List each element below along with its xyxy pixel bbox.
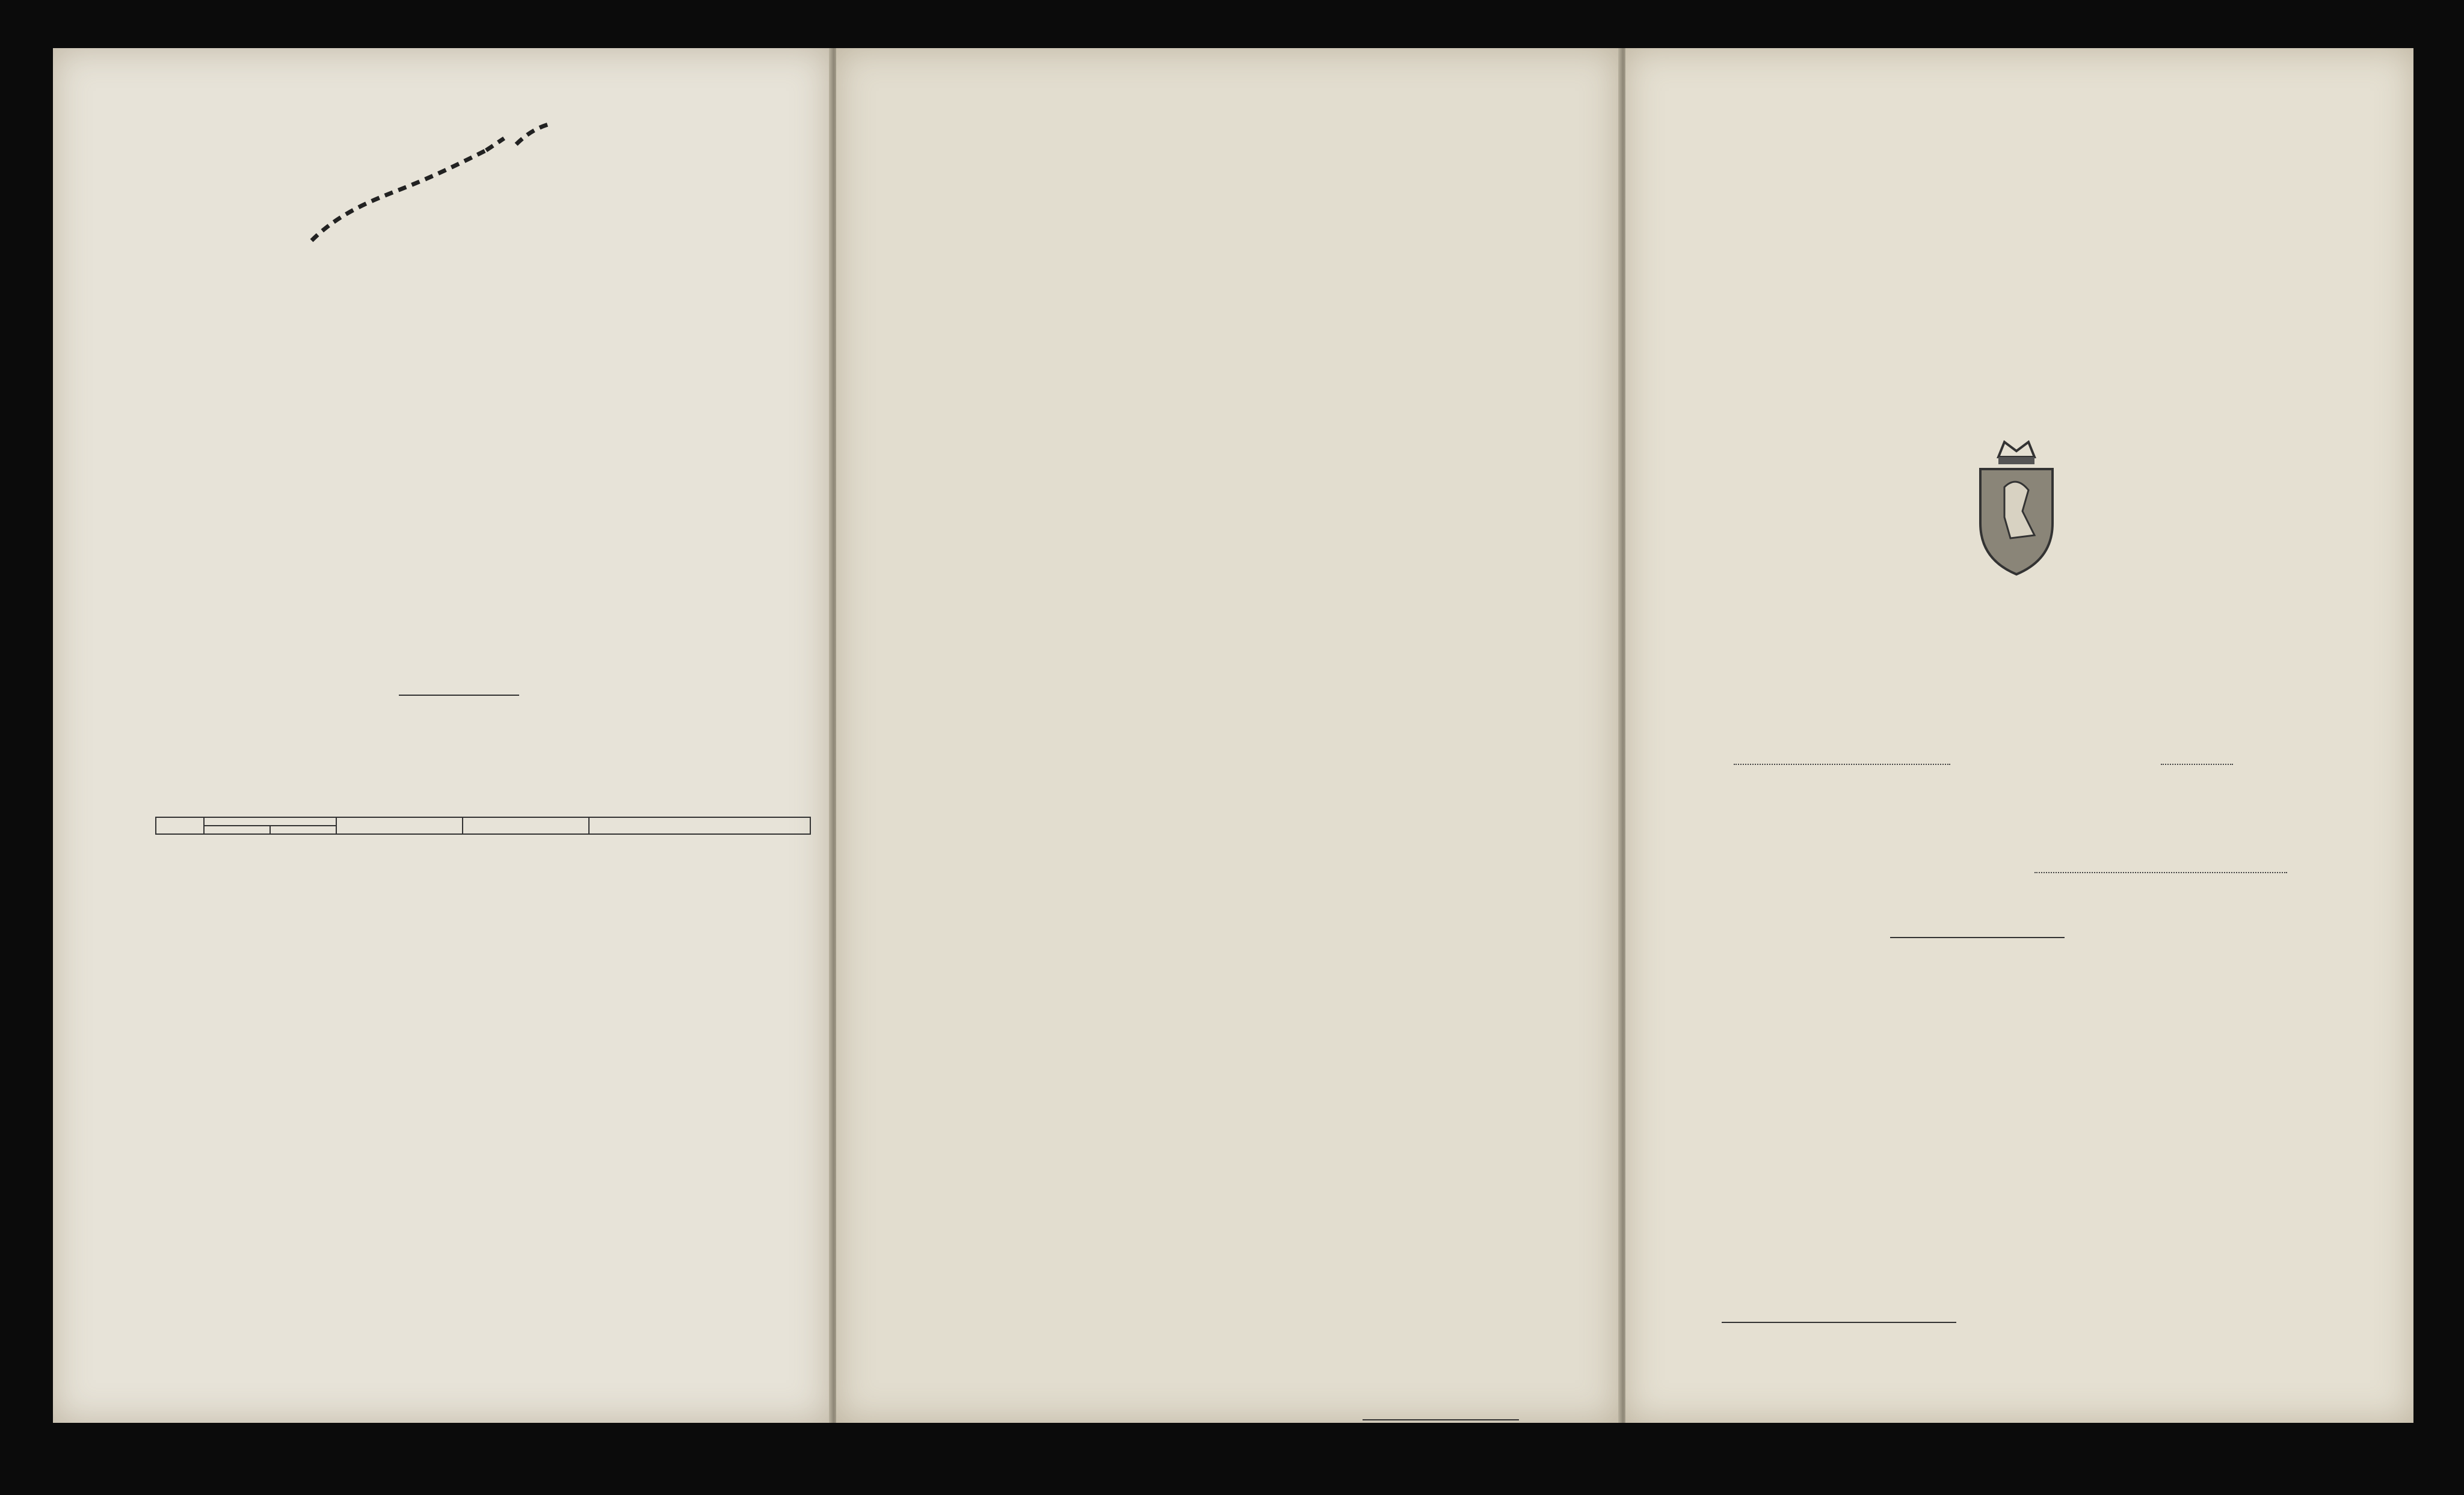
th-fra: [336, 817, 463, 834]
divider: [1890, 937, 2065, 938]
divider: [399, 695, 519, 696]
bosted-line: [2034, 872, 2287, 873]
page-right: [1625, 48, 2413, 1423]
th-igjen: [270, 826, 336, 834]
divider: [1363, 1419, 1519, 1420]
th-group: [204, 817, 336, 826]
th-nr: [156, 817, 204, 834]
norsk-amerikanere-table: [155, 817, 811, 835]
th-stilling: [589, 817, 810, 834]
kreds-line: [2161, 764, 2233, 765]
coat-of-arms-icon: [1962, 433, 2071, 577]
divider: [1722, 1322, 1956, 1323]
ink-scribble: [306, 120, 558, 253]
page-left: [53, 48, 829, 1423]
page-middle: [836, 48, 1618, 1423]
th-hvor: [463, 817, 589, 834]
herred-line: [1734, 764, 1950, 765]
th-utflyttet: [204, 826, 270, 834]
